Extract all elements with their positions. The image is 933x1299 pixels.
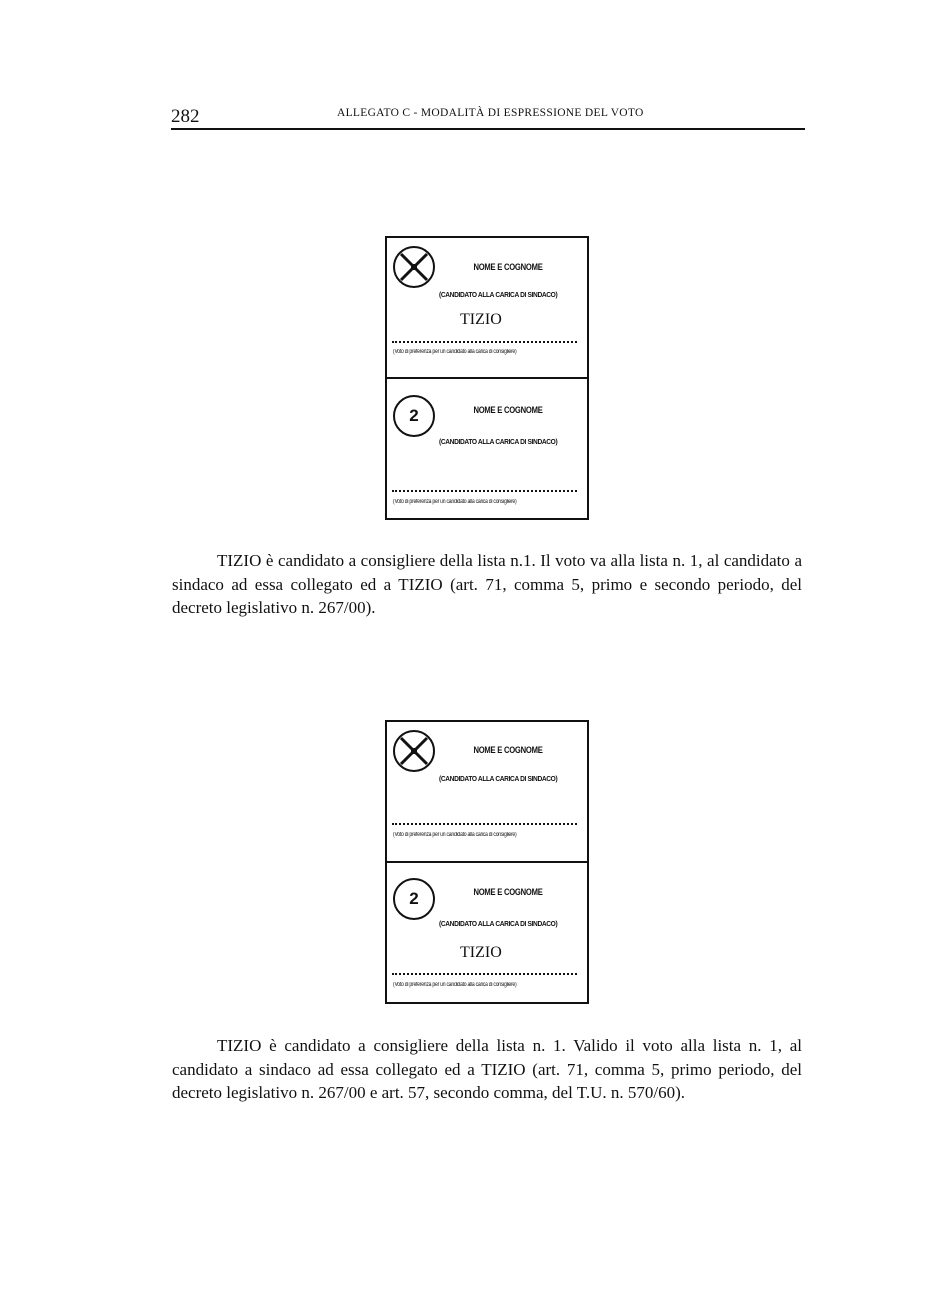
preference-name: TIZIO [460, 944, 502, 961]
preference-line [392, 490, 577, 492]
name-label: NOME E COGNOME [473, 262, 543, 272]
list-symbol-icon: 2 [393, 395, 435, 437]
name-label: NOME E COGNOME [473, 405, 543, 415]
ballot-list-2 [387, 377, 587, 518]
running-title: ALLEGATO C - MODALITÀ DI ESPRESSIONE DEL VOTO [337, 107, 644, 119]
explanation-paragraph-1: TIZIO è candidato a consigliere della lista n.1. Il voto va alla lista n. 1, al candidato a sindaco ad essa collegato ed a TIZIO (art. 71, comma 5, primo e secondo periodo, del decreto legislativo n. 267/00). [172, 551, 802, 617]
preference-line [392, 823, 577, 825]
ballot-list-2 [387, 861, 587, 1002]
name-label: NOME E COGNOME [473, 887, 543, 897]
ballot-list-1 [387, 238, 587, 377]
list-symbol-icon: 2 [393, 878, 435, 920]
header-rule [171, 128, 805, 130]
name-label: NOME E COGNOME [473, 745, 543, 755]
ballot-example-2 [385, 720, 589, 1004]
ballot-example-1 [385, 236, 589, 520]
explanation-paragraph-2: TIZIO è candidato a consigliere della lista n. 1. Valido il voto alla lista n. 1, al candidato a sindaco ad essa collegato ed a TIZIO (art. 71, comma 5, primo periodo, del decreto legislativo n. 267/00 e art. 57, secondo comma, del T.U. n. 570/60). [172, 1036, 802, 1102]
preference-line [392, 973, 577, 975]
mayor-candidate-label: (CANDIDATO ALLA CARICA DI SINDACO) [439, 919, 558, 928]
mayor-candidate-label: (CANDIDATO ALLA CARICA DI SINDACO) [439, 290, 558, 299]
ballot-list-1 [387, 722, 587, 861]
mayor-candidate-label: (CANDIDATO ALLA CARICA DI SINDACO) [439, 437, 558, 446]
page-number: 282 [171, 106, 200, 127]
preference-note: (Voto di preferenza per un candidato alla carica di consigliere) [393, 832, 517, 838]
preference-note: (Voto di preferenza per un candidato alla carica di consigliere) [393, 499, 517, 505]
preference-note: (Voto di preferenza per un candidato alla carica di consigliere) [393, 349, 517, 355]
preference-note: (Voto di preferenza per un candidato alla carica di consigliere) [393, 982, 517, 988]
mayor-candidate-label: (CANDIDATO ALLA CARICA DI SINDACO) [439, 774, 558, 783]
preference-line [392, 341, 577, 343]
preference-name: TIZIO [460, 311, 502, 328]
